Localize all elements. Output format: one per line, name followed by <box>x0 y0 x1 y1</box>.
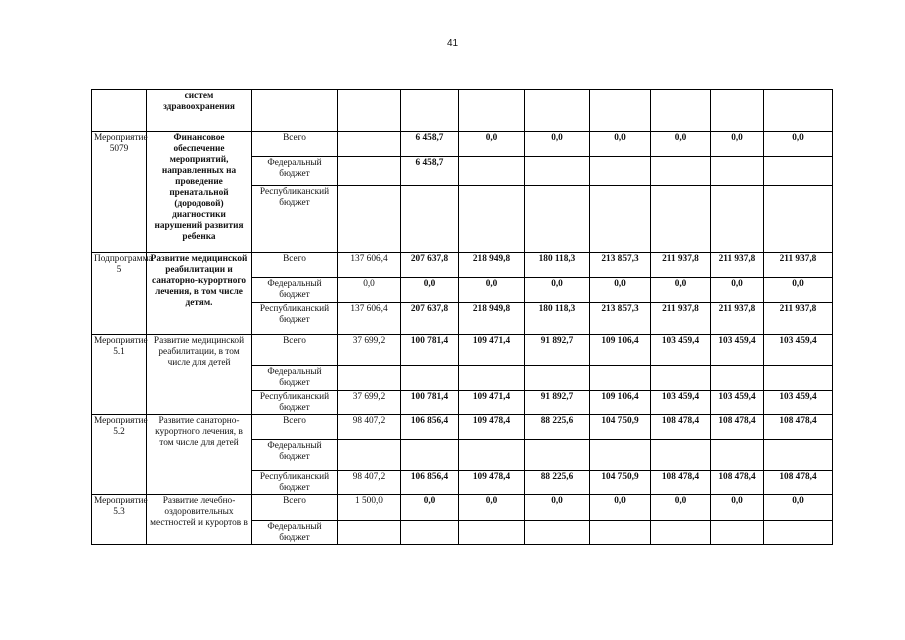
value-cell <box>651 90 711 132</box>
value-cell <box>764 157 833 186</box>
value-cell: 207 637,8 <box>401 253 459 278</box>
funding-source-cell: Республиканский бюджет <box>252 303 338 335</box>
row-name-cell: систем здравоохранения <box>147 90 252 132</box>
value-cell: 211 937,8 <box>651 303 711 335</box>
value-cell: 0,0 <box>764 132 833 157</box>
row-code-cell: Мероприятие 5.3 <box>92 495 147 545</box>
value-cell <box>651 186 711 253</box>
value-cell: 0,0 <box>651 132 711 157</box>
value-cell: 0,0 <box>590 278 651 303</box>
row-code-cell: Мероприятие 5.2 <box>92 415 147 495</box>
value-cell: 0,0 <box>401 495 459 521</box>
table-row <box>92 415 833 440</box>
value-cell: 37 699,2 <box>338 335 401 366</box>
value-cell: 211 937,8 <box>764 253 833 278</box>
value-cell <box>338 132 401 157</box>
value-cell: 109 471,4 <box>459 335 525 366</box>
table-row <box>92 495 833 521</box>
value-cell: 109 478,4 <box>459 471 525 495</box>
value-cell: 0,0 <box>338 278 401 303</box>
value-cell <box>711 366 764 391</box>
value-cell: 103 459,4 <box>651 391 711 415</box>
value-cell <box>401 521 459 545</box>
value-cell <box>525 366 590 391</box>
value-cell <box>711 157 764 186</box>
value-cell <box>338 157 401 186</box>
value-cell: 0,0 <box>459 495 525 521</box>
value-cell: 211 937,8 <box>711 303 764 335</box>
value-cell <box>459 440 525 471</box>
value-cell <box>525 186 590 253</box>
value-cell: 6 458,7 <box>401 157 459 186</box>
value-cell <box>459 157 525 186</box>
value-cell: 100 781,4 <box>401 335 459 366</box>
value-cell: 0,0 <box>764 495 833 521</box>
value-cell: 218 949,8 <box>459 253 525 278</box>
funding-source-cell: Федеральный бюджет <box>252 521 338 545</box>
value-cell <box>590 186 651 253</box>
value-cell: 218 949,8 <box>459 303 525 335</box>
value-cell <box>525 521 590 545</box>
funding-source-cell: Федеральный бюджет <box>252 157 338 186</box>
value-cell <box>651 521 711 545</box>
value-cell: 109 478,4 <box>459 415 525 440</box>
value-cell <box>338 90 401 132</box>
value-cell <box>459 90 525 132</box>
value-cell: 0,0 <box>711 495 764 521</box>
value-cell: 211 937,8 <box>764 303 833 335</box>
value-cell: 207 637,8 <box>401 303 459 335</box>
value-cell: 108 478,4 <box>651 471 711 495</box>
row-code-cell: Мероприятие 5.1 <box>92 335 147 415</box>
value-cell <box>401 366 459 391</box>
funding-source-cell: Всего <box>252 415 338 440</box>
value-cell: 0,0 <box>401 278 459 303</box>
value-cell: 0,0 <box>711 132 764 157</box>
funding-source-cell: Федеральный бюджет <box>252 366 338 391</box>
value-cell: 0,0 <box>459 132 525 157</box>
funding-source-cell: Всего <box>252 253 338 278</box>
value-cell <box>338 186 401 253</box>
value-cell: 0,0 <box>590 495 651 521</box>
value-cell: 180 118,3 <box>525 303 590 335</box>
value-cell: 91 892,7 <box>525 391 590 415</box>
value-cell <box>590 440 651 471</box>
value-cell: 37 699,2 <box>338 391 401 415</box>
value-cell <box>338 521 401 545</box>
value-cell: 88 225,6 <box>525 415 590 440</box>
funding-source-cell: Республиканский бюджет <box>252 391 338 415</box>
value-cell <box>764 440 833 471</box>
value-cell <box>711 440 764 471</box>
value-cell <box>590 157 651 186</box>
value-cell <box>651 440 711 471</box>
value-cell: 211 937,8 <box>711 253 764 278</box>
value-cell <box>590 521 651 545</box>
funding-source-cell: Всего <box>252 132 338 157</box>
value-cell <box>711 521 764 545</box>
funding-source-cell <box>252 90 338 132</box>
value-cell: 0,0 <box>590 132 651 157</box>
value-cell <box>459 186 525 253</box>
value-cell <box>401 186 459 253</box>
value-cell: 108 478,4 <box>711 415 764 440</box>
value-cell: 109 471,4 <box>459 391 525 415</box>
value-cell: 103 459,4 <box>711 335 764 366</box>
value-cell: 109 106,4 <box>590 335 651 366</box>
page-number: 41 <box>446 38 459 49</box>
value-cell <box>764 521 833 545</box>
table-row <box>92 253 833 278</box>
funding-source-cell: Федеральный бюджет <box>252 278 338 303</box>
value-cell: 213 857,3 <box>590 253 651 278</box>
value-cell <box>711 90 764 132</box>
value-cell <box>525 157 590 186</box>
value-cell: 0,0 <box>764 278 833 303</box>
value-cell: 137 606,4 <box>338 303 401 335</box>
value-cell: 88 225,6 <box>525 471 590 495</box>
funding-source-cell: Республиканский бюджет <box>252 186 338 253</box>
funding-source-cell: Всего <box>252 495 338 521</box>
row-name-cell: Финансовое обеспечение мероприятий, направленных на проведение пренатальной (дородовой) диагностики нарушений развития ребенка <box>147 132 252 253</box>
funding-source-cell: Республиканский бюджет <box>252 471 338 495</box>
funding-source-cell: Всего <box>252 335 338 366</box>
value-cell: 0,0 <box>525 495 590 521</box>
value-cell: 108 478,4 <box>764 471 833 495</box>
value-cell: 103 459,4 <box>651 335 711 366</box>
value-cell: 103 459,4 <box>764 391 833 415</box>
value-cell: 0,0 <box>711 278 764 303</box>
value-cell: 6 458,7 <box>401 132 459 157</box>
value-cell: 180 118,3 <box>525 253 590 278</box>
funding-source-cell: Федеральный бюджет <box>252 440 338 471</box>
value-cell <box>651 157 711 186</box>
value-cell <box>525 440 590 471</box>
value-cell <box>590 90 651 132</box>
value-cell: 104 750,9 <box>590 415 651 440</box>
value-cell: 0,0 <box>651 278 711 303</box>
value-cell <box>651 366 711 391</box>
value-cell: 103 459,4 <box>711 391 764 415</box>
value-cell <box>764 186 833 253</box>
value-cell: 1 500,0 <box>338 495 401 521</box>
value-cell: 137 606,4 <box>338 253 401 278</box>
value-cell: 0,0 <box>651 495 711 521</box>
value-cell: 0,0 <box>525 278 590 303</box>
table-row <box>92 335 833 366</box>
value-cell <box>764 366 833 391</box>
value-cell: 104 750,9 <box>590 471 651 495</box>
value-cell <box>459 366 525 391</box>
value-cell <box>338 440 401 471</box>
row-code-cell: Мероприятие 5079 <box>92 132 147 253</box>
row-name-cell: Развитие лечебно-оздоровительных местностей и курортов в <box>147 495 252 545</box>
value-cell <box>401 440 459 471</box>
value-cell: 91 892,7 <box>525 335 590 366</box>
value-cell <box>401 90 459 132</box>
table-body <box>92 90 833 545</box>
row-name-cell: Развитие медицинской реабилитации и санаторно-курортного лечения, в том числе детям. <box>147 253 252 335</box>
value-cell: 211 937,8 <box>651 253 711 278</box>
value-cell: 108 478,4 <box>764 415 833 440</box>
value-cell: 0,0 <box>525 132 590 157</box>
row-code-cell: Подпрограмма 5 <box>92 253 147 335</box>
value-cell: 100 781,4 <box>401 391 459 415</box>
value-cell: 106 856,4 <box>401 415 459 440</box>
value-cell <box>711 186 764 253</box>
value-cell <box>459 521 525 545</box>
row-code-cell <box>92 90 147 132</box>
value-cell: 109 106,4 <box>590 391 651 415</box>
value-cell <box>525 90 590 132</box>
value-cell <box>338 366 401 391</box>
value-cell: 103 459,4 <box>764 335 833 366</box>
budget-table <box>91 89 833 545</box>
row-name-cell: Развитие санаторно-курортного лечения, в том числе для детей <box>147 415 252 495</box>
value-cell: 213 857,3 <box>590 303 651 335</box>
value-cell: 98 407,2 <box>338 415 401 440</box>
value-cell <box>590 366 651 391</box>
value-cell: 0,0 <box>459 278 525 303</box>
value-cell: 98 407,2 <box>338 471 401 495</box>
value-cell: 108 478,4 <box>651 415 711 440</box>
value-cell: 106 856,4 <box>401 471 459 495</box>
table-row <box>92 90 833 132</box>
row-name-cell: Развитие медицинской реабилитации, в том числе для детей <box>147 335 252 415</box>
table-row <box>92 132 833 157</box>
value-cell <box>764 90 833 132</box>
value-cell: 108 478,4 <box>711 471 764 495</box>
